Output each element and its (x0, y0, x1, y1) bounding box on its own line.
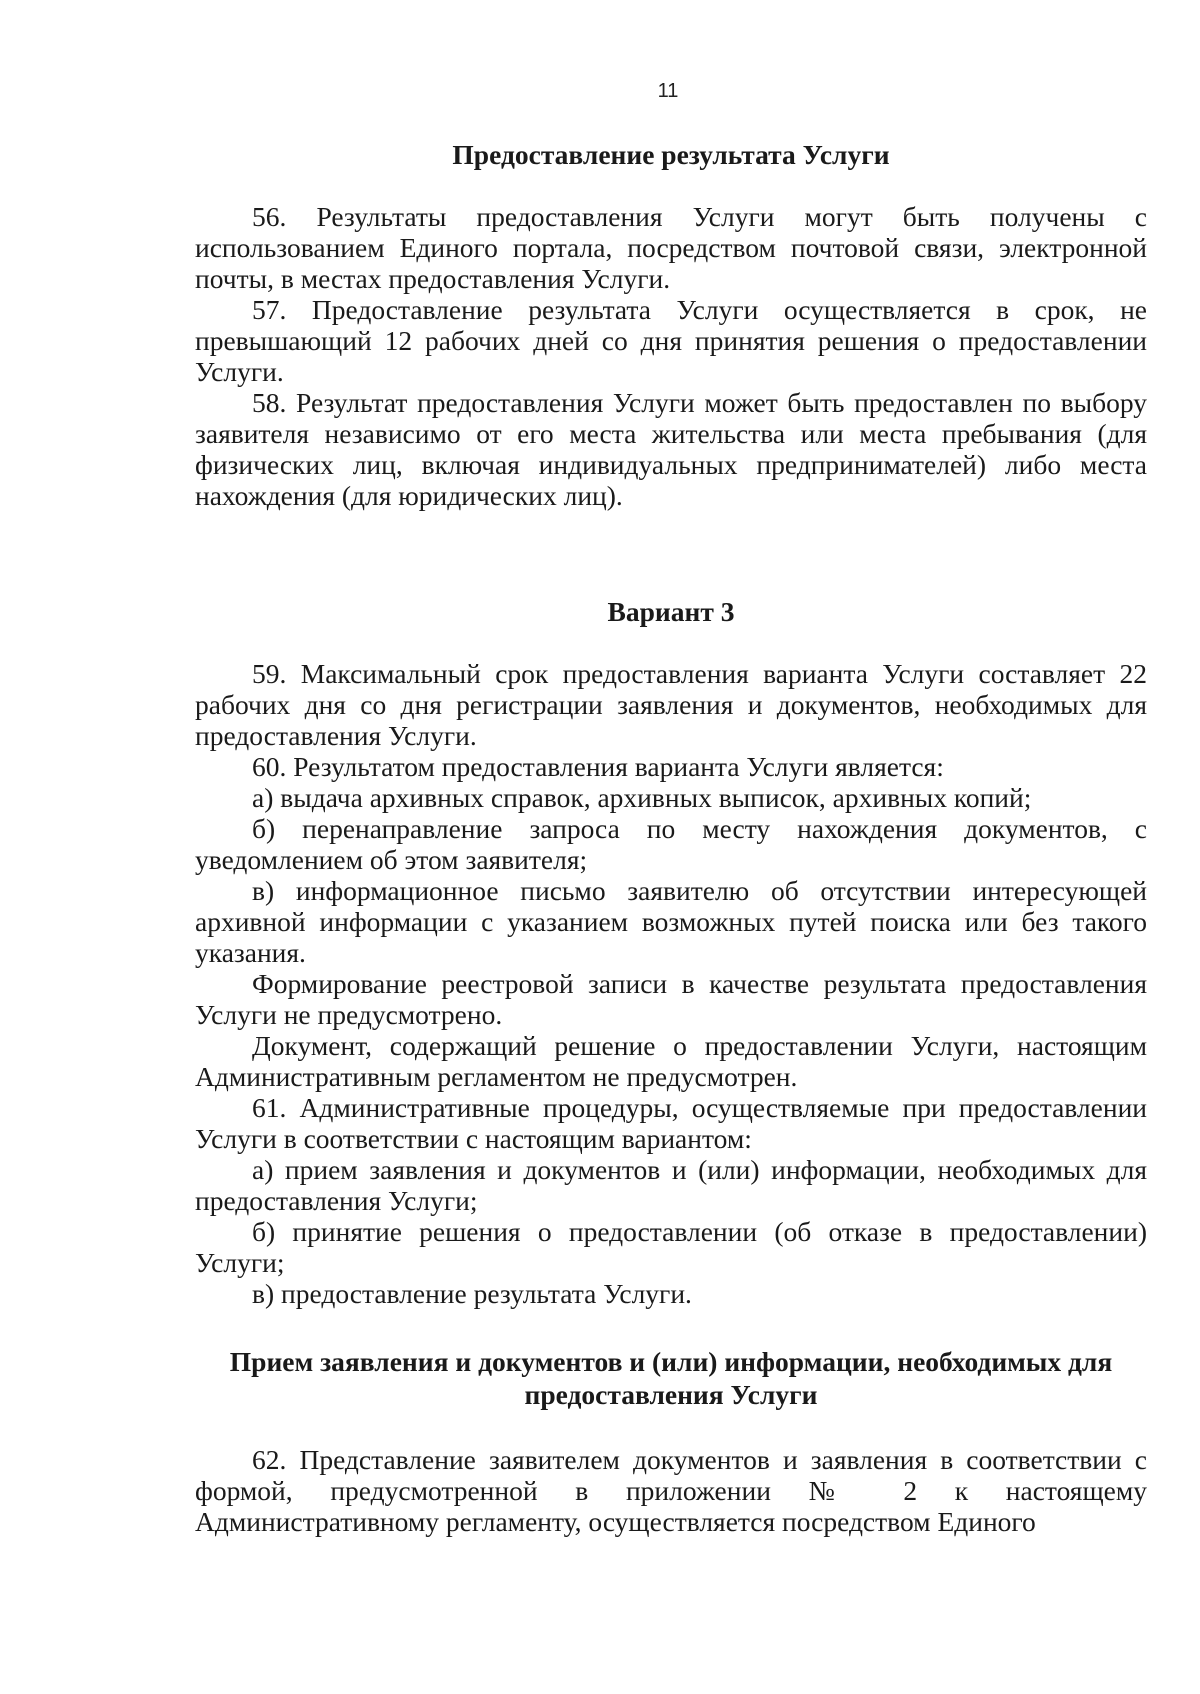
list-item-61a: а) прием заявления и документов и (или) информации, необходимых для предоставления Услуги; (195, 1154, 1147, 1216)
section-body-application-intake (195, 1444, 1147, 1537)
list-item-61c: в) предоставление результата Услуги. (252, 1278, 692, 1309)
section-body-result (195, 201, 1147, 511)
list-item-61b: б) принятие решения о предоставлении (об отказе в предоставлении) Услуги; (195, 1216, 1147, 1278)
document-body (195, 138, 1147, 1537)
paragraph-56: 56. Результаты предоставления Услуги могут быть получены с использованием Единого портала, посредством почтовой связи, электронной почты, в местах предоставления Услуги. (195, 201, 1147, 294)
paragraph-57: 57. Предоставление результата Услуги осуществляется в срок, не превышающий 12 рабочих дней со дня принятия решения о предоставлении Услуги. (195, 294, 1147, 387)
list-item-60c: в) информационное письмо заявителю об отсутствии интересующей архивной информации с указанием возможных путей поиска или без такого указания. (195, 875, 1147, 968)
section-body-variant-3 (195, 658, 1147, 1309)
paragraph-59: 59. Максимальный срок предоставления варианта Услуги составляет 22 рабочих дня со дня регистрации заявления и документов, необходимых для предоставления Услуги. (195, 658, 1147, 751)
page-number: 11 (657, 80, 679, 102)
paragraph-61: 61. Административные процедуры, осуществляемые при предоставлении Услуги в соответствии с настоящим вариантом: (195, 1092, 1147, 1154)
paragraph-registry-note: Формирование реестровой записи в качестве результата предоставления Услуги не предусмотрено. (195, 968, 1147, 1030)
paragraph-decision-note: Документ, содержащий решение о предоставлении Услуги, настоящим Административным регламентом не предусмотрен. (195, 1030, 1147, 1092)
paragraph-58: 58. Результат предоставления Услуги может быть предоставлен по выбору заявителя независимо от его места жительства или места пребывания (для физических лиц, включая индивидуальных предпринимателей) либо места нахождения (для юридических лиц). (195, 387, 1147, 511)
section-heading-variant-3: Вариант 3 (607, 596, 735, 627)
section-heading-application-intake: Прием заявления и документов и (или) информации, необходимых для предоставления Услуги (229, 1346, 1113, 1410)
list-item-60a: а) выдача архивных справок, архивных выписок, архивных копий; (252, 782, 1032, 813)
paragraph-60: 60. Результатом предоставления варианта Услуги является: (252, 751, 944, 782)
list-item-60b: б) перенаправление запроса по месту нахождения документов, с уведомлением об этом заявителя; (195, 813, 1147, 875)
paragraph-62: 62. Представление заявителем документов и заявления в соответствии с формой, предусмотренной в приложении № 2 к настоящему Административному регламенту, осуществляется посредством Единого (195, 1444, 1147, 1537)
section-heading-result: Предоставление результата Услуги (452, 139, 890, 170)
